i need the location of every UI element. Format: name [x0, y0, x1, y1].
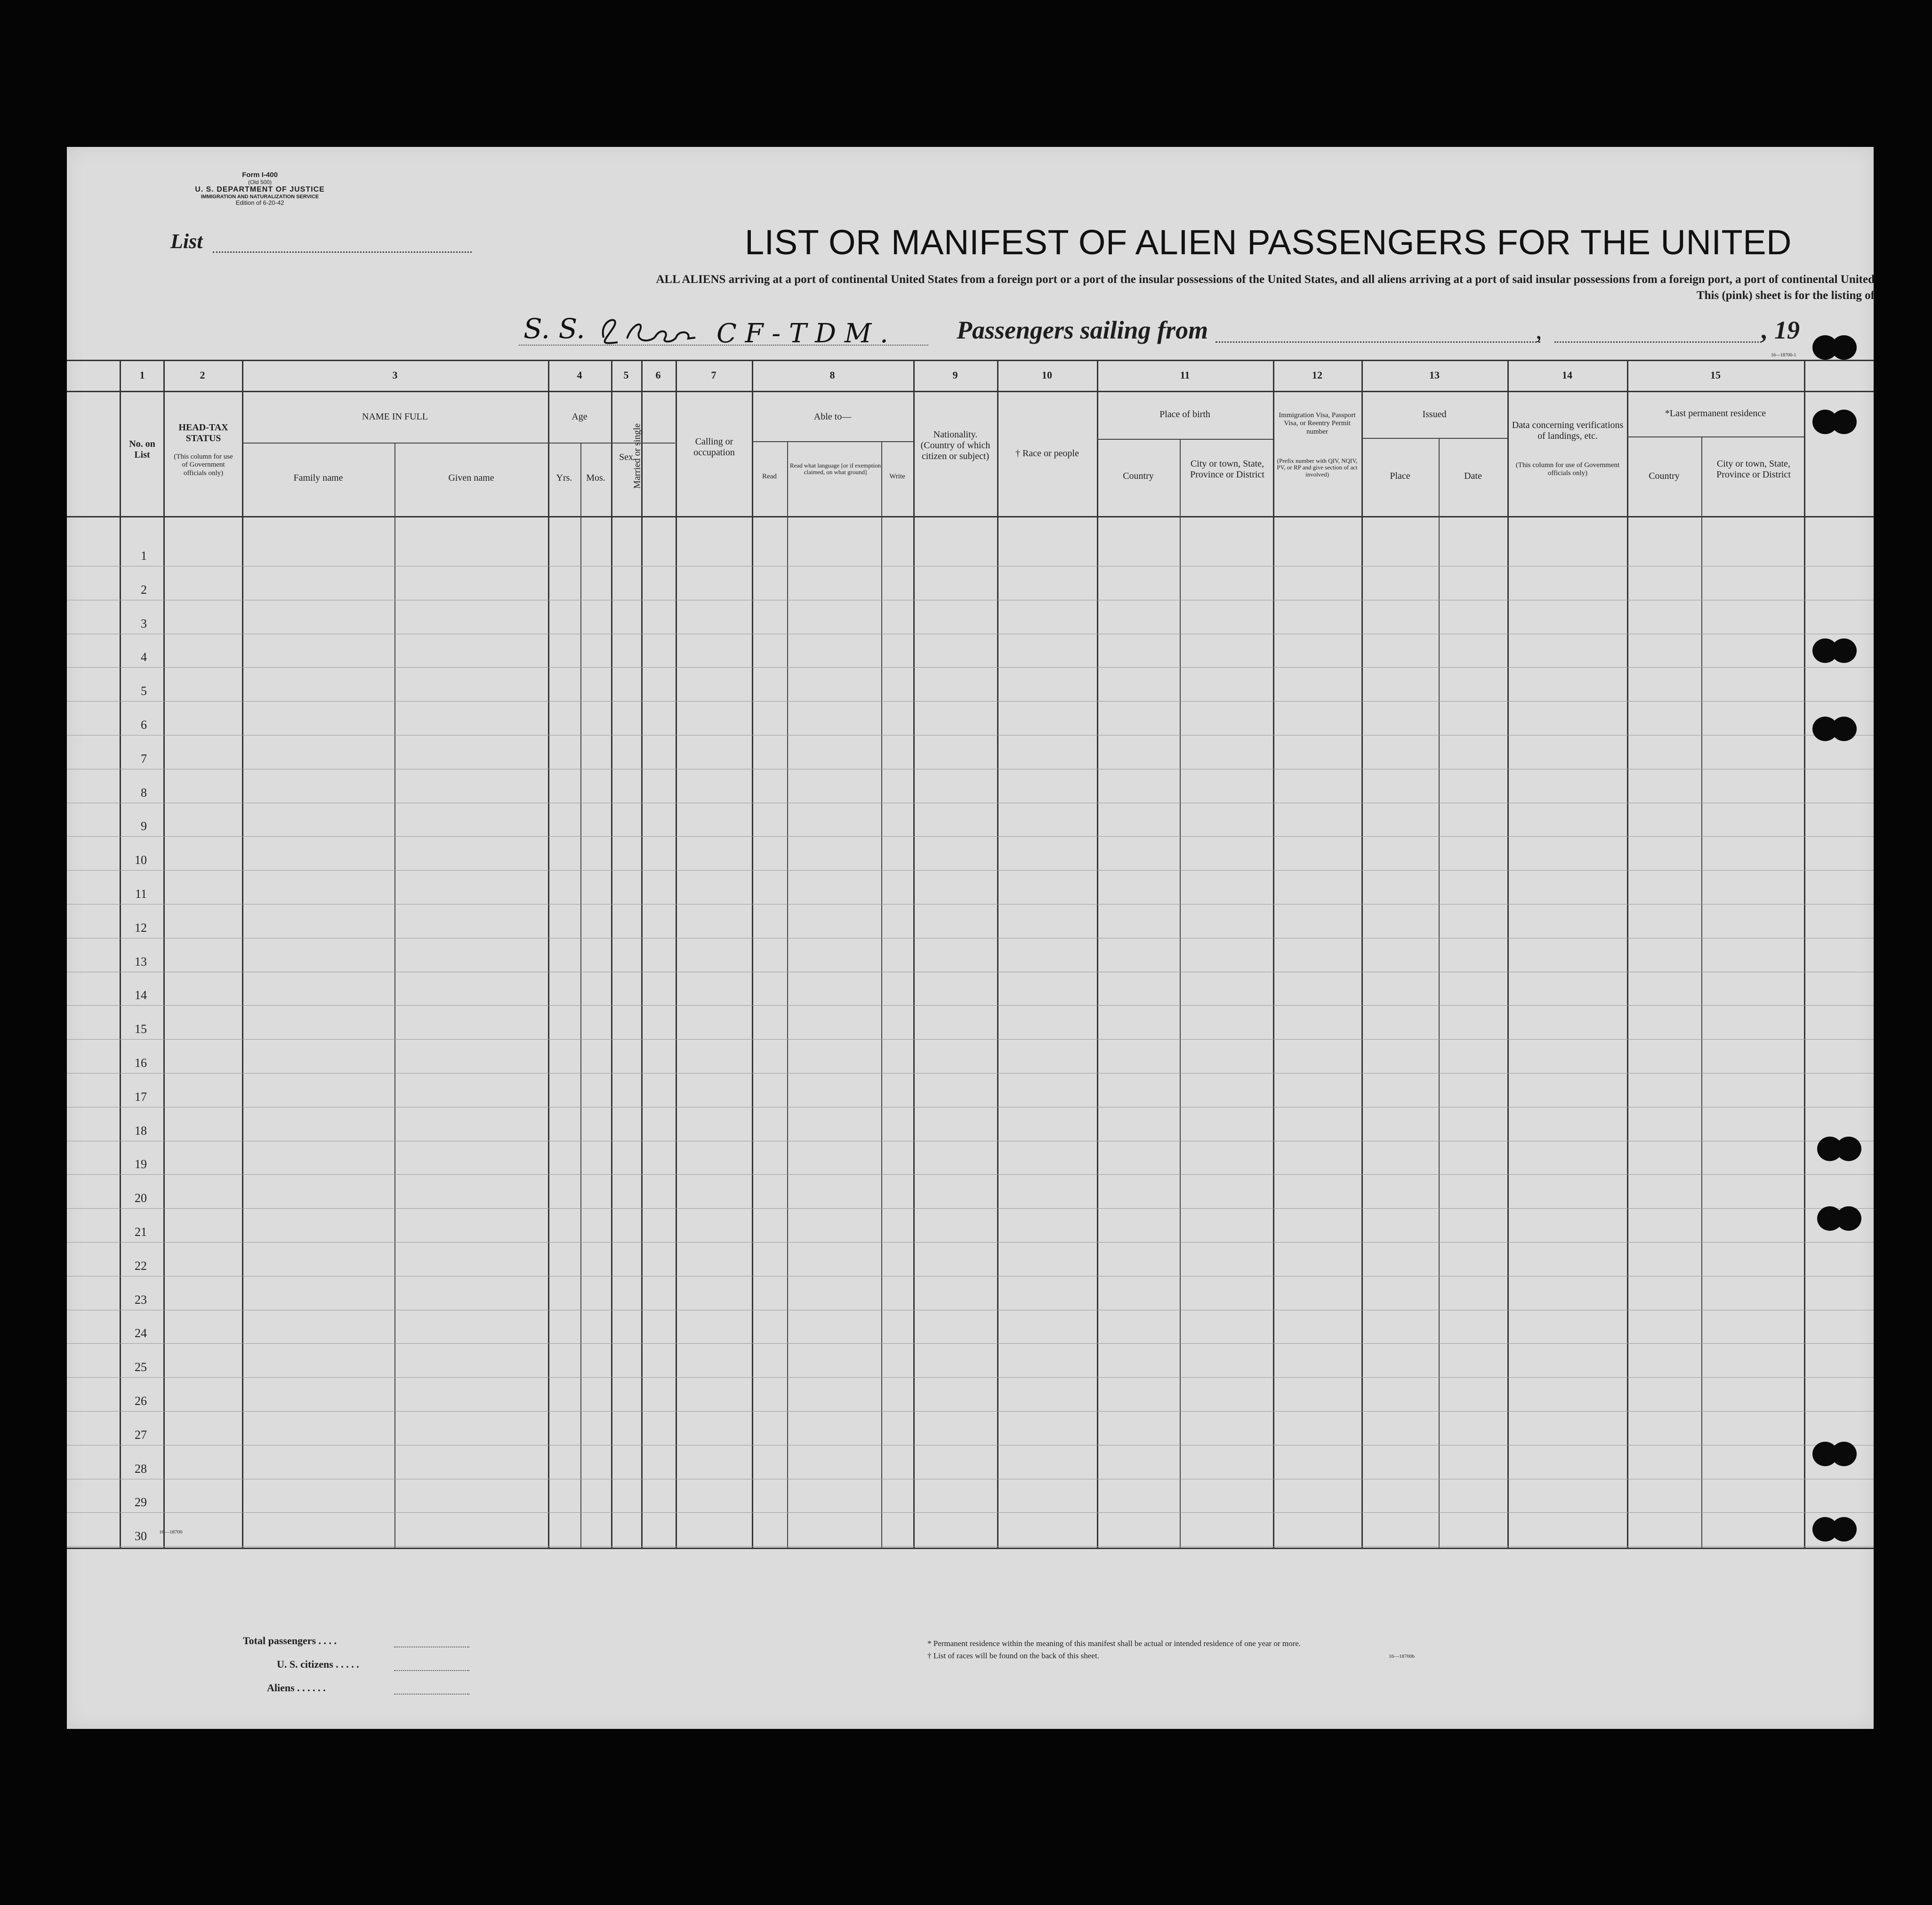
comma: , — [1536, 316, 1542, 344]
row-number: 2 — [141, 583, 147, 597]
manifest-sheet — [67, 147, 1874, 1729]
header-race-or-people: † Race or people — [1015, 448, 1079, 459]
column-divider — [1507, 360, 1509, 1548]
row-number: 19 — [135, 1157, 147, 1171]
form-code-top: 16—18700-1 — [1771, 353, 1796, 358]
row-number: 7 — [141, 752, 147, 766]
svg-text:C F - T D M .: C F - T D M . — [716, 318, 888, 349]
row-number: 24 — [135, 1326, 147, 1340]
column-divider — [1701, 436, 1702, 1548]
column-number: 4 — [577, 369, 582, 381]
row-rule — [67, 1073, 1874, 1074]
subheader-divider — [1361, 438, 1507, 439]
punch-hole — [1812, 409, 1858, 435]
row-number: 3 — [141, 617, 147, 630]
column-number: 2 — [200, 369, 205, 381]
subheader-divider — [1627, 436, 1804, 437]
header-birth-city: City or town, State, Province or District — [1190, 459, 1264, 480]
subheader-divider — [752, 441, 913, 442]
row-rule — [67, 1005, 1874, 1006]
department-name: U. S. DEPARTMENT OF JUSTICE — [195, 186, 325, 194]
header-head-tax-note: (This column for use of Government officials only) — [174, 453, 233, 477]
row-rule — [67, 1377, 1874, 1378]
row-number: 12 — [135, 921, 147, 935]
punch-hole — [1817, 1205, 1862, 1232]
aliens-field[interactable] — [394, 1694, 469, 1695]
row-rule — [67, 1512, 1874, 1513]
aliens-label: Aliens . . . . . . — [267, 1682, 326, 1694]
header-read: Read — [762, 473, 777, 480]
header-verifications-note: (This column for use of Government officials only) — [1515, 461, 1620, 477]
subheader-divider — [242, 443, 675, 444]
row-number: 30 — [135, 1529, 147, 1543]
column-divider — [1361, 360, 1363, 1548]
row-number: 25 — [135, 1360, 147, 1374]
header-given-name: Given name — [448, 473, 494, 483]
column-divider — [611, 360, 612, 1548]
row-number: 16 — [135, 1056, 147, 1070]
row-rule — [67, 1242, 1874, 1243]
column-divider — [787, 441, 788, 1548]
subtitle-line-2: This (pink) sheet is for the listing of — [1696, 289, 1875, 302]
column-number: 6 — [655, 369, 661, 381]
row-number: 20 — [135, 1191, 147, 1205]
header-birth-country: Country — [1123, 471, 1154, 481]
header-age-months: Mos. — [586, 473, 605, 483]
form-number: Form I-400 — [242, 171, 278, 179]
column-number: 10 — [1042, 369, 1052, 381]
column-divider — [676, 360, 677, 1548]
row-rule — [67, 1174, 1874, 1175]
column-divider — [641, 360, 643, 1548]
header-issued-place: Place — [1390, 471, 1410, 481]
header-verifications: Data concerning verifications of landings, etc. — [1512, 420, 1624, 441]
form-code-bottom-left: 16—18700 — [159, 1529, 183, 1535]
row-number: 26 — [135, 1394, 147, 1408]
sailing-label: Passengers sailing from — [957, 316, 1208, 344]
table-top-border — [67, 360, 1874, 361]
old-form-number: (Old 500) — [248, 178, 272, 186]
header-issued-date: Date — [1464, 471, 1482, 481]
header-age-years: Yrs. — [556, 473, 572, 483]
port-of-departure-field[interactable] — [1216, 341, 1540, 343]
column-number: 8 — [829, 369, 835, 381]
row-number: 8 — [141, 786, 147, 799]
column-number: 7 — [711, 369, 716, 381]
row-number: 10 — [135, 853, 147, 867]
column-divider — [881, 441, 882, 1548]
column-divider — [1627, 360, 1628, 1548]
column-number: 15 — [1710, 369, 1721, 381]
column-divider — [548, 360, 549, 1548]
column-divider — [997, 360, 998, 1548]
column-number: 3 — [392, 369, 398, 381]
ship-name-field[interactable] — [519, 345, 928, 346]
service-name: IMMIGRATION AND NATURALIZATION SERVICE — [201, 194, 319, 200]
column-number: 13 — [1429, 369, 1440, 381]
punch-hole — [1812, 1441, 1858, 1467]
list-number-field[interactable] — [213, 251, 472, 253]
row-number: 14 — [135, 988, 147, 1002]
column-divider — [1439, 438, 1440, 1548]
column-divider — [1804, 360, 1805, 1548]
row-rule — [67, 836, 1874, 837]
header-write: Write — [889, 473, 905, 480]
row-rule — [67, 870, 1874, 871]
list-label: List — [170, 230, 203, 253]
header-residence-city: City or town, State, Province or District — [1716, 459, 1791, 480]
column-number: 11 — [1180, 369, 1190, 381]
table-bottom-border — [67, 1548, 1874, 1549]
column-number: 1 — [139, 369, 145, 381]
footnote-races: † List of races will be found on the back of this sheet. — [927, 1651, 1099, 1660]
header-read-language: Read what language [or if exemption claimed, on what ground] — [789, 462, 881, 476]
subheader-divider — [1097, 439, 1273, 440]
column-divider — [394, 443, 395, 1548]
header-issued: Issued — [1422, 409, 1447, 420]
row-number: 11 — [135, 887, 147, 901]
column-number: 9 — [952, 369, 958, 381]
header-able-to: Able to— — [813, 412, 852, 422]
departure-date-field[interactable] — [1554, 341, 1762, 343]
row-number: 18 — [135, 1124, 147, 1138]
column-number-border — [67, 391, 1874, 392]
header-age: Age — [572, 412, 588, 422]
row-rule — [67, 667, 1874, 668]
form-code-bottom-right: 16—18700b — [1389, 1654, 1415, 1659]
year-label: , 19 — [1762, 316, 1800, 344]
header-sex: Sex — [619, 452, 633, 462]
column-divider — [163, 360, 165, 1548]
row-number: 23 — [135, 1293, 147, 1307]
punch-hole — [1812, 334, 1858, 361]
row-number: 15 — [135, 1022, 147, 1036]
punch-hole — [1812, 716, 1858, 742]
row-rule — [67, 701, 1874, 702]
column-number: 12 — [1312, 369, 1322, 381]
form-header — [156, 171, 363, 207]
ship-prefix: S. S. — [523, 313, 585, 345]
row-number: 21 — [135, 1225, 147, 1239]
row-number: 22 — [135, 1259, 147, 1273]
header-married-or-single: Married or single — [632, 423, 643, 489]
header-family-name: Family name — [293, 473, 343, 483]
header-last-permanent-residence: *Last permanent residence — [1665, 408, 1766, 419]
punch-hole — [1812, 638, 1858, 664]
column-divider — [752, 360, 753, 1548]
header-visa-number: Immigration Visa, Passport Visa, or Reentry Permit number — [1279, 412, 1356, 436]
us-citizens-label: U. S. citizens . . . . . — [277, 1658, 359, 1670]
row-number: 4 — [141, 650, 147, 664]
header-name-in-full: NAME IN FULL — [362, 412, 428, 422]
row-number: 28 — [135, 1462, 147, 1476]
row-number: 9 — [141, 819, 147, 833]
column-divider — [913, 360, 915, 1548]
row-rule — [67, 1411, 1874, 1412]
header-nationality: Nationality. (Country of which citizen or subject) — [920, 429, 990, 461]
column-divider — [1180, 439, 1181, 1548]
header-place-of-birth: Place of birth — [1159, 409, 1210, 420]
footnote-permanent-residence: * Permanent residence within the meaning of this manifest shall be actual or intended residence of one year or more. — [927, 1639, 1301, 1648]
row-rule — [67, 1343, 1874, 1344]
subtitle-line-1: ALL ALIENS arriving at a port of continental United States from a foreign port or a port of the insular possessions of the United States, and all aliens arriving at a port of said insular possessions from a foreign port, a port of continental United — [656, 273, 1875, 286]
row-number: 5 — [141, 684, 147, 698]
row-number: 27 — [135, 1428, 147, 1442]
row-rule — [67, 1208, 1874, 1209]
row-number: 17 — [135, 1090, 147, 1104]
total-passengers-label: Total passengers . . . . — [243, 1635, 337, 1647]
column-divider — [242, 360, 243, 1548]
header-no-on-list: No. on List — [129, 439, 155, 460]
column-number: 5 — [623, 369, 629, 381]
punch-hole — [1817, 1136, 1862, 1162]
header-head-tax-status: HEAD-TAX STATUS — [178, 422, 228, 444]
row-rule — [67, 1039, 1874, 1040]
page-title: LIST OR MANIFEST OF ALIEN PASSENGERS FOR THE UNITED — [745, 223, 1792, 262]
edition: Edition of 6-20-42 — [235, 199, 284, 207]
row-number: 1 — [141, 549, 147, 563]
header-residence-country: Country — [1649, 471, 1680, 481]
column-number: 14 — [1562, 369, 1572, 381]
row-number: 29 — [135, 1495, 147, 1509]
punch-hole — [1812, 1516, 1858, 1542]
us-citizens-field[interactable] — [394, 1670, 469, 1671]
header-bottom-border — [67, 516, 1874, 517]
column-divider — [580, 443, 581, 1548]
header-occupation: Calling or occupation — [693, 436, 735, 458]
row-rule — [67, 1546, 1874, 1547]
row-number: 13 — [135, 955, 147, 969]
header-visa-note: (Prefix number with QIV, NQIV, PV, or RP and give section of act involved) — [1277, 457, 1358, 478]
row-number: 6 — [141, 718, 147, 732]
column-divider — [1273, 360, 1274, 1548]
column-divider — [1097, 360, 1098, 1548]
